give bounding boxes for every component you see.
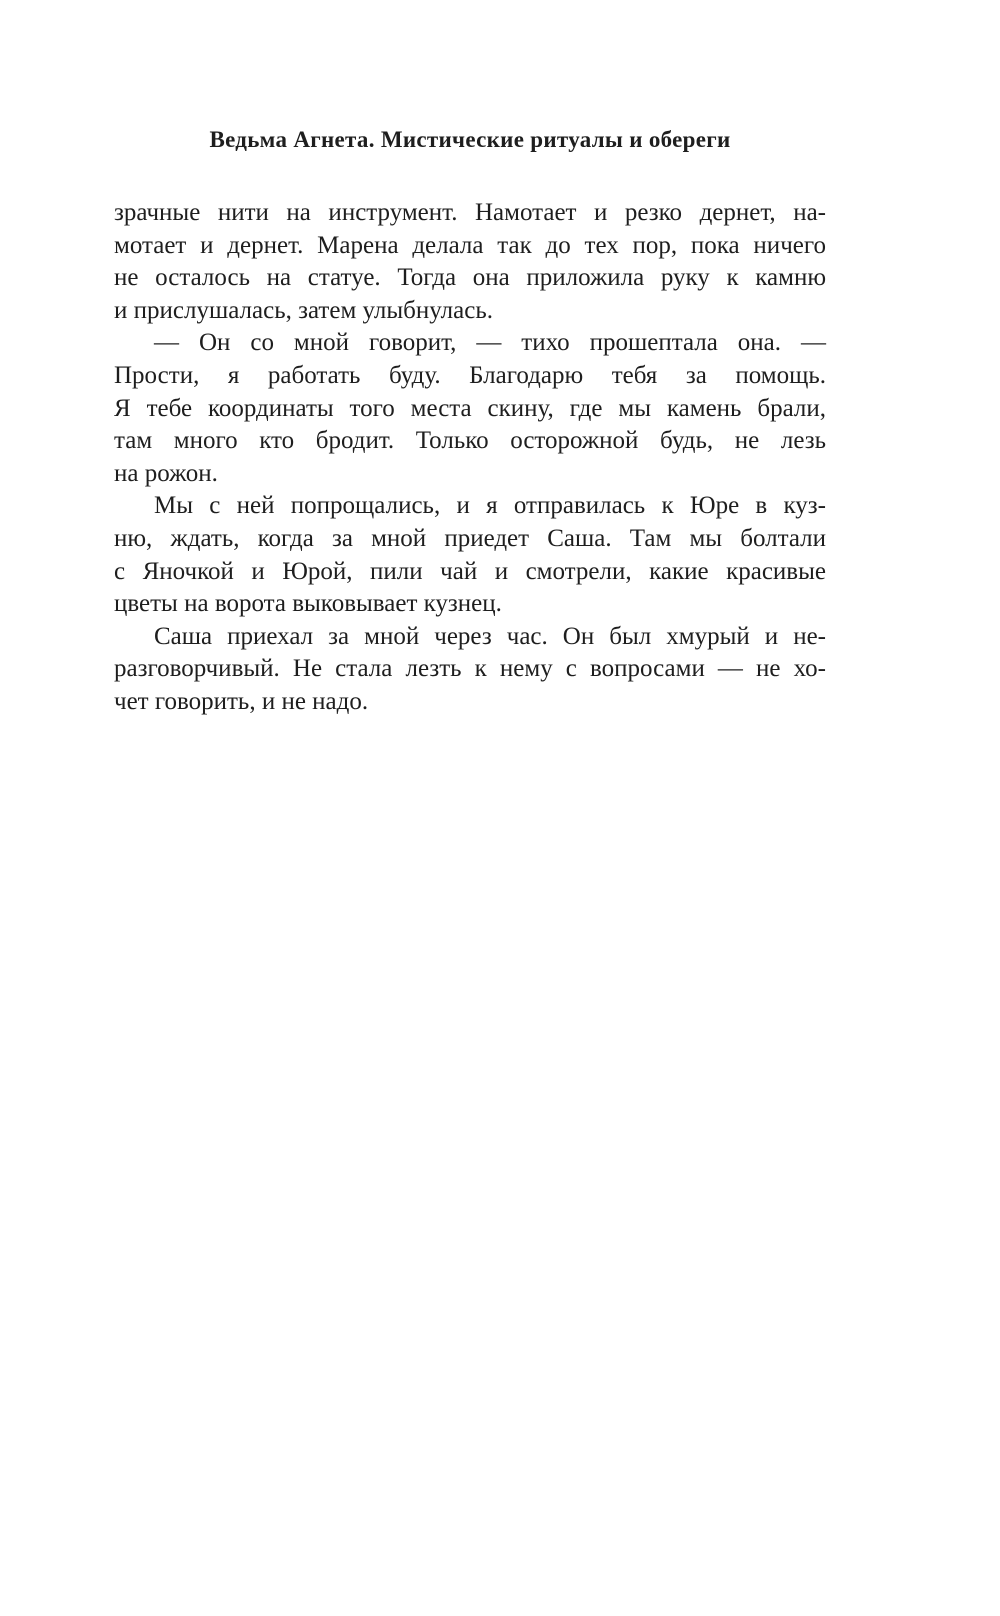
text-line: зрачные нити на инструмент. Намотает и резко дернет, на-: [114, 199, 826, 226]
body-text: [114, 197, 826, 719]
text-line: Саша приехал за мной через час. Он был хмурый и не-: [154, 622, 826, 650]
running-header: Ведьма Агнета. Мистические ритуалы и обереги: [209, 127, 731, 152]
text-line: не осталось на статуе. Тогда она приложила руку к камню: [114, 264, 826, 292]
text-line: — Он со мной говорит, — тихо прошептала она. —: [154, 329, 826, 357]
text-line: с Яночкой и Юрой, пили чай и смотрели, какие красивые: [114, 557, 826, 585]
text-line: Я тебе координаты того места скину, где мы камень брали,: [114, 394, 826, 422]
text-line: там много кто бродит. Только осторожной будь, не лезь: [114, 427, 826, 455]
text-line: на рожон.: [114, 459, 218, 487]
text-line: цветы на ворота выковывает кузнец.: [114, 590, 502, 618]
text-line: ню, ждать, когда за мной приедет Саша. Там мы болтали: [114, 524, 826, 552]
text-line: Прости, я работать буду. Благодарю тебя за помощь.: [114, 361, 826, 389]
text-line: разговорчивый. Не стала лезть к нему с вопросами — не хо-: [114, 655, 826, 683]
text-line: мотает и дернет. Марена делала так до тех пор, пока ничего: [114, 231, 826, 259]
text-line: чет говорить, и не надо.: [114, 687, 369, 715]
text-line: и прислушалась, затем улыбнулась.: [114, 296, 494, 324]
text-line: Мы с ней попрощались, и я отправилась к Юре в куз-: [154, 492, 826, 520]
